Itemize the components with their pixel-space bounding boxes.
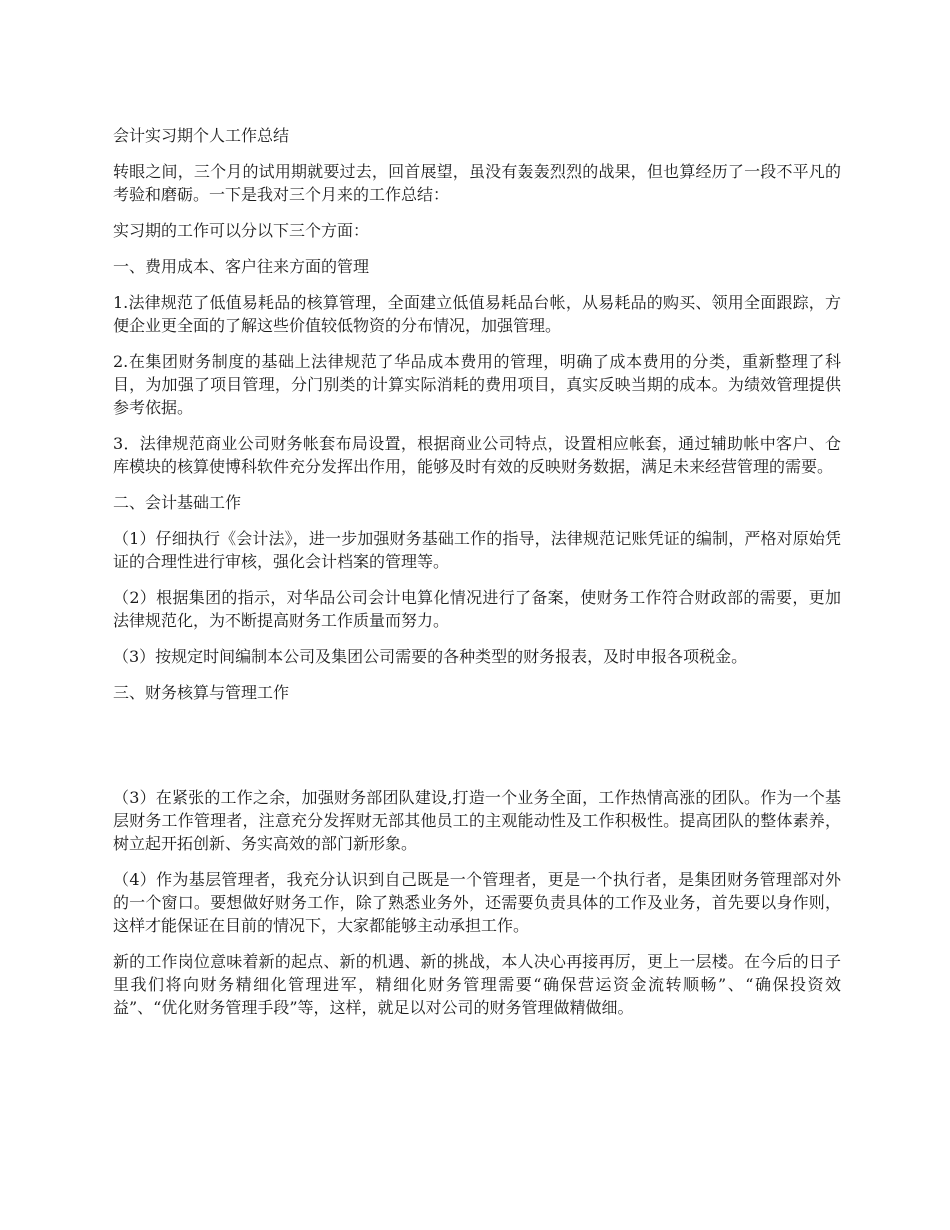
section1-item-1: 1.法律规范了低值易耗品的核算管理，全面建立低值易耗品台帐，从易耗品的购买、领用全面跟踪，方便企业更全面的了解这些价值较低物资的分布情况，加强管理。 <box>113 293 841 335</box>
section2-item-3: （3）按规定时间编制本公司及集团公司需要的各种类型的财务报表，及时申报各项税金。 <box>113 647 748 666</box>
section1-item-3: 3．法律规范商业公司财务帐套布局设置，根据商业公司特点，设置相应帐套，通过辅助帐中客户、仓库模块的核算使博科软件充分发挥出作用，能够及时有效的反映财务数据，满足未来经营管理的需要。 <box>113 434 841 476</box>
document-page <box>113 124 841 1019</box>
conclusion-paragraph: 新的工作岗位意味着新的起点、新的机遇、新的挑战，本人决心再接再厉，更上一层楼。在今后的日子里我们将向财务精细化管理进军，精细化财务管理需要“确保营运资金流转顺畅”、“确保投资效益”、“优化财务管理手段”等，这样，就足以对公司的财务管理做精做细。 <box>113 952 841 1017</box>
section2-item-2: （2）根据集团的指示，对华品公司会计电算化情况进行了备案，使财务工作符合财政部的需要，更加法律规范化，为不断提高财务工作质量而努力。 <box>113 588 841 630</box>
overview-paragraph: 实习期的工作可以分以下三个方面： <box>113 221 370 240</box>
section2-item-1: （1）仔细执行《会计法》，进一步加强财务基础工作的指导，法律规范记账凭证的编制，严格对原始凭证的合理性进行审核，强化会计档案的管理等。 <box>113 529 841 571</box>
section-heading-1: 一、费用成本、客户往来方面的管理 <box>113 257 370 276</box>
section-heading-3: 三、财务核算与管理工作 <box>113 683 290 702</box>
blank-space <box>113 704 841 786</box>
section3-item-1: （3）在紧张的工作之余，加强财务部团队建设,打造一个业务全面，工作热情高涨的团队。作为一个基层财务工作管理者，注意充分发挥财无部其他员工的主观能动性及工作积极性。提高团队的整体素养，树立起开拓创新、务实高效的部门新形象。 <box>113 788 841 853</box>
section-heading-2: 二、会计基础工作 <box>113 493 242 512</box>
section3-item-2: （4）作为基层管理者，我充分认识到自己既是一个管理者，更是一个执行者，是集团财务管理部对外的一个窗口。要想做好财务工作，除了熟悉业务外，还需要负责具体的工作及业务，首先要以身作则，这样才能保证在目前的情况下，大家都能够主动承担工作。 <box>113 870 841 935</box>
intro-paragraph: 转眼之间，三个月的试用期就要过去，回首展望，虽没有轰轰烈烈的战果，但也算经历了一段不平凡的考验和磨砺。一下是我对三个月来的工作总结： <box>113 162 841 204</box>
section1-item-2: 2.在集团财务制度的基础上法律规范了华品成本费用的管理，明确了成本费用的分类，重新整理了科目，为加强了项目管理，分门别类的计算实际消耗的费用项目，真实反映当期的成本。为绩效管理提供参考依据。 <box>113 352 841 417</box>
document-title: 会计实习期个人工作总结 <box>113 126 290 145</box>
